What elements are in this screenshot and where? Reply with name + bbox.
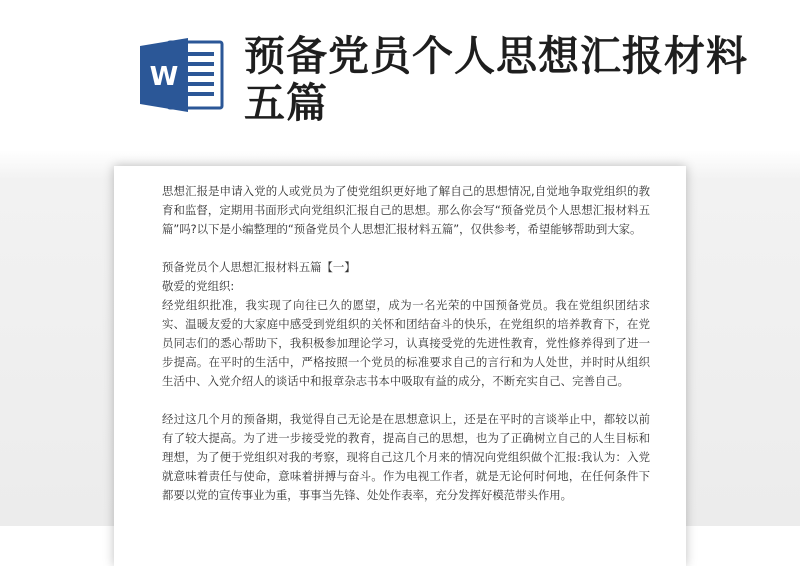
body-paragraph-1: 经党组织批准，我实现了向往已久的愿望，成为一名光荣的中国预备党员。我在党组织团结求实、温暖友爱的大家庭中感受到党组织的关怀和团结奋斗的快乐，在党组织的培养教育下，在党员同志们的悉心帮助下，我积极参加理论学习，认真接受党的先进性教育，党性修养得到了进一步提高。在平时的生活中，严格按照一个党员的标准要求自己的言行和为人处世，并时时从组织生活中、入党介绍人的谈话中和报章杂志书本中吸取有益的成分，不断充实自己、完善自己。 <box>162 298 650 388</box>
section-heading: 预备党员个人思想汇报材料五篇【一】 <box>162 260 356 274</box>
word-logo-letter: W <box>149 62 179 92</box>
word-document-icon <box>138 34 226 116</box>
paragraph-gap <box>162 391 650 410</box>
paragraph-gap <box>162 239 650 258</box>
body-paragraph-2: 经过这几个月的预备期，我觉得自己无论是在思想意识上，还是在平时的言谈举止中，都较以前有了较大提高。为了进一步接受党的教育，提高自己的思想，也为了正确树立自己的人生目标和理想，为了便于党组织对我的考察，现将自己这几个月来的情况向党组织做个汇报:我认为：入党就意味着责任与使命，意味着拼搏与奋斗。作为电视工作者，就是无论何时何地，在任何条件下都要以党的宣传事业为重，事事当先锋、处处作表率，充分发挥好模范带头作用。 <box>162 412 650 502</box>
salutation: 敬爱的党组织: <box>162 279 235 293</box>
document-title: 预备党员个人思想汇报材料五篇 <box>244 32 748 127</box>
page-content <box>162 182 650 505</box>
intro-paragraph: 思想汇报是申请入党的人或党员为了使党组织更好地了解自己的思想情况,自觉地争取党组织的教育和监督，定期用书面形式向党组织汇报自己的思想。那么你会写“预备党员个人思想汇报材料五篇”吗?以下是小编整理的“预备党员个人思想汇报材料五篇”，仅供参考，希望能够帮助到大家。 <box>162 184 650 236</box>
document-page <box>114 166 686 566</box>
header-banner <box>0 0 800 160</box>
